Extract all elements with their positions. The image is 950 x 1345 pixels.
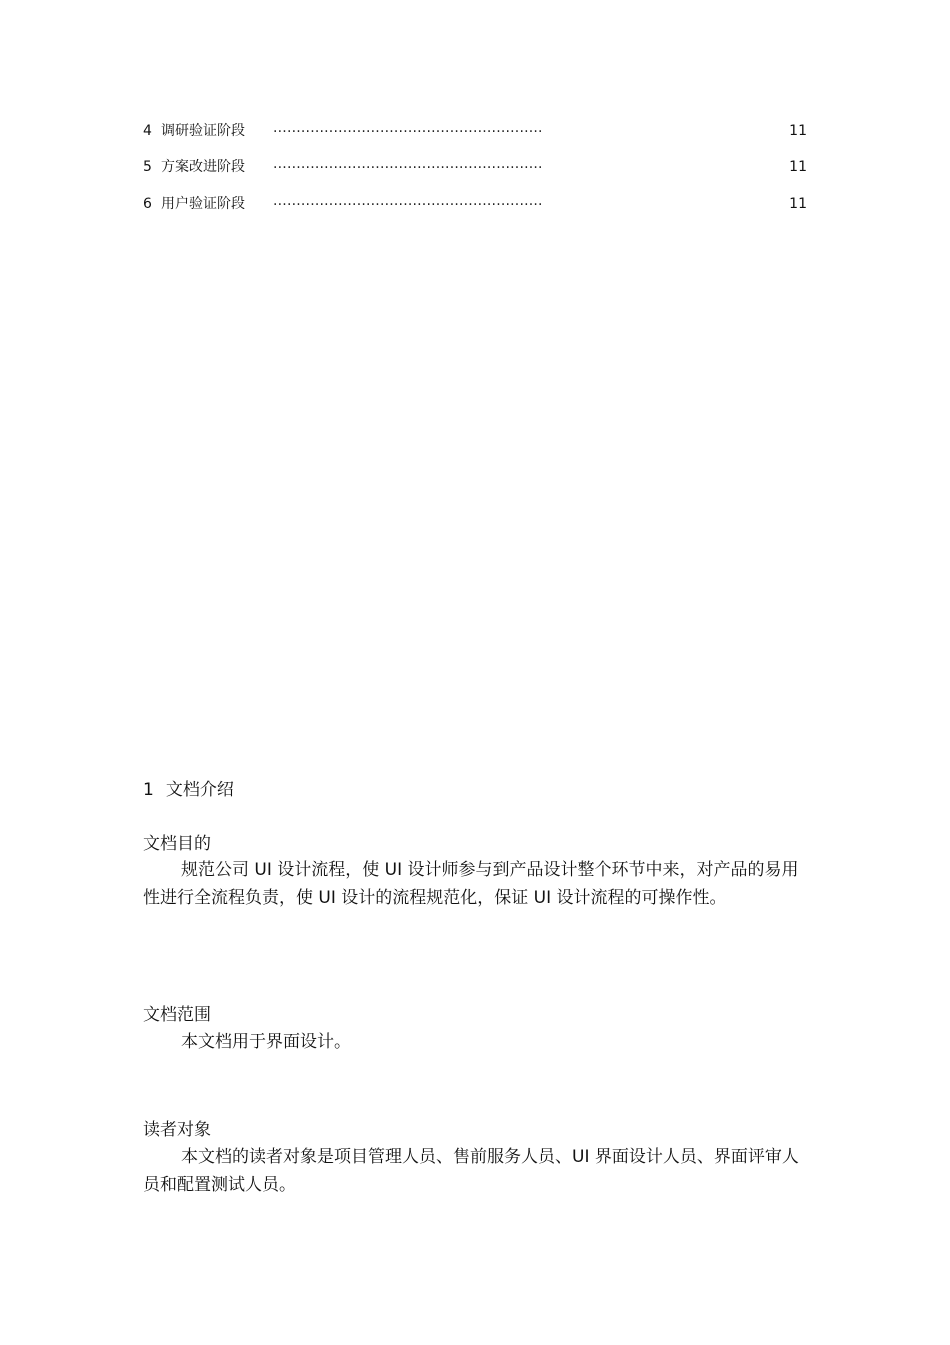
section-heading-purpose: 文档目的 [143, 834, 211, 854]
toc-dot-leader: .......................................................... [273, 120, 543, 136]
section-heading-scope: 文档范围 [143, 1005, 211, 1025]
toc-entry-label: 用户验证阶段 [161, 196, 245, 212]
toc-entry-number: 5 [143, 159, 152, 175]
toc-dot-leader: .......................................................... [273, 156, 543, 172]
chapter-number: 1 [143, 780, 154, 800]
toc-entry[interactable] [143, 193, 807, 215]
toc-entry[interactable] [143, 120, 807, 142]
toc-entry-number: 6 [143, 196, 152, 212]
section-body-scope: 本文档用于界面设计。 [181, 1032, 351, 1052]
chapter-title [143, 778, 234, 802]
chapter-title-text: 文档介绍 [165, 780, 234, 800]
toc-entry[interactable] [143, 156, 807, 178]
section-body-purpose: 规范公司 UI 设计流程，使 UI 设计师参与到产品设计整个环节中来，对产品的易用性进行全流程负责，使 UI 设计的流程规范化，保证 UI 设计流程的可操作性。 [143, 860, 799, 908]
toc-entry-label: 方案改进阶段 [161, 159, 245, 175]
table-of-contents [143, 120, 807, 212]
toc-entry-number: 4 [143, 123, 152, 139]
toc-entry-page: 11 [789, 196, 807, 212]
toc-dot-leader: .......................................................... [273, 193, 543, 209]
toc-entry-page: 11 [789, 159, 807, 175]
toc-entry-label: 调研验证阶段 [161, 123, 245, 139]
section-body-audience: 本文档的读者对象是项目管理人员、售前服务人员、UI 界面设计人员、界面评审人员和配置测试人员。 [143, 1147, 799, 1195]
toc-entry-page: 11 [789, 123, 807, 139]
section-heading-audience: 读者对象 [143, 1120, 211, 1140]
